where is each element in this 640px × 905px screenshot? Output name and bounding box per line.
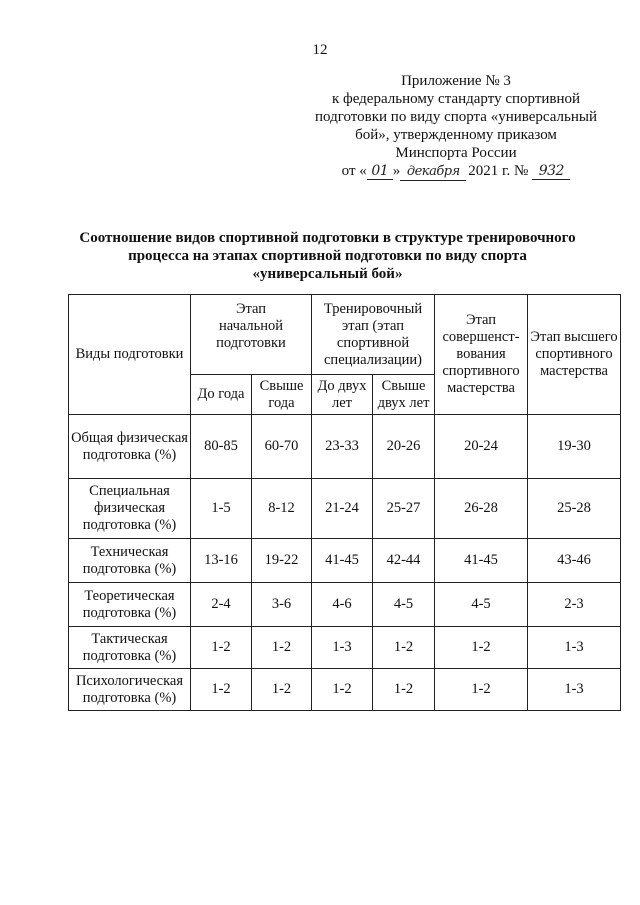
cell-value: 25-28 [528, 479, 621, 539]
cell-value: 3-6 [252, 583, 312, 627]
cell-value: 19-22 [252, 539, 312, 583]
table-row [69, 669, 621, 711]
cell-value: 2-4 [191, 583, 252, 627]
training-ratio-table [68, 294, 621, 711]
table-row [69, 479, 621, 539]
subheader-svyshe-goda: Свыше года [252, 375, 312, 415]
cell-value: 1-2 [435, 669, 528, 711]
cell-value: 60-70 [252, 415, 312, 479]
appendix-line-3: подготовки по виду спорта «универсальный [314, 109, 597, 125]
cell-value: 20-24 [435, 415, 528, 479]
appendix-line-4: бой», утвержденному приказом [355, 127, 557, 143]
cell-value: 1-2 [373, 669, 435, 711]
handwritten-month: декабря [400, 164, 466, 181]
order-date-line [342, 162, 571, 181]
cell-value: 19-30 [528, 415, 621, 479]
row-label: Психологическая подготовка (%) [69, 669, 191, 711]
cell-value: 1-2 [435, 627, 528, 669]
cell-value: 41-45 [435, 539, 528, 583]
cell-value: 1-2 [191, 627, 252, 669]
cell-value: 1-2 [373, 627, 435, 669]
cell-value: 2-3 [528, 583, 621, 627]
cell-value: 1-3 [528, 669, 621, 711]
page-number: 12 [312, 42, 328, 58]
appendix-line-5: Минспорта России [395, 145, 517, 161]
row-label: Общая физическая подготовка (%) [69, 415, 191, 479]
cell-value: 80-85 [191, 415, 252, 479]
appendix-line-2: к федеральному стандарту спортивной [331, 91, 581, 107]
cell-value: 21-24 [312, 479, 373, 539]
cell-value: 13-16 [191, 539, 252, 583]
table-row [69, 415, 621, 479]
header-group-trenirovochny: Тренировочный этап (этап спортивной специализации) [312, 295, 435, 375]
cell-value: 1-2 [252, 627, 312, 669]
date-year: 2021 г. № [468, 163, 529, 179]
table-row [69, 583, 621, 627]
cell-value: 42-44 [373, 539, 435, 583]
date-mid: » [392, 163, 401, 179]
cell-value: 1-2 [252, 669, 312, 711]
header-vysshego: Этап высшего спортивного мастерства [528, 295, 621, 415]
table-body [69, 415, 621, 711]
cell-value: 41-45 [312, 539, 373, 583]
cell-value: 1-3 [312, 627, 373, 669]
row-label: Теоретическая подготовка (%) [69, 583, 191, 627]
cell-value: 4-6 [312, 583, 373, 627]
header-group-nachalnoy: Этап начальной подготовки [191, 295, 312, 375]
cell-value: 8-12 [252, 479, 312, 539]
handwritten-day: 01 [367, 163, 393, 180]
cell-value: 23-33 [312, 415, 373, 479]
appendix-line-1: Приложение № 3 [401, 73, 511, 89]
subheader-do-goda: До года [191, 375, 252, 415]
handwritten-order-number: 932 [532, 163, 570, 180]
table-row [69, 627, 621, 669]
header-sovershenstvovaniya: Этап совершенст-вования спортивного мастерства [435, 295, 528, 415]
cell-value: 1-3 [528, 627, 621, 669]
row-label: Специальная физическая подготовка (%) [69, 479, 191, 539]
date-prefix: от « [341, 163, 367, 179]
cell-value: 25-27 [373, 479, 435, 539]
cell-value: 4-5 [435, 583, 528, 627]
cell-value: 1-2 [312, 669, 373, 711]
table-row [69, 539, 621, 583]
cell-value: 4-5 [373, 583, 435, 627]
appendix-block [300, 72, 612, 181]
cell-value: 1-2 [191, 669, 252, 711]
subheader-do-dvuh-let: До двух лет [312, 375, 373, 415]
header-vidy-podgotovki: Виды подготовки [69, 295, 191, 415]
subheader-svyshe-dvuh-let: Свыше двух лет [373, 375, 435, 415]
row-label: Тактическая подготовка (%) [69, 627, 191, 669]
document-title: Соотношение видов спортивной подготовки в структуре тренировочного процесса на этапах спортивной подготовки по виду спорта «универсальный бой» [79, 230, 576, 282]
cell-value: 20-26 [373, 415, 435, 479]
cell-value: 1-5 [191, 479, 252, 539]
cell-value: 43-46 [528, 539, 621, 583]
cell-value: 26-28 [435, 479, 528, 539]
row-label: Техническая подготовка (%) [69, 539, 191, 583]
